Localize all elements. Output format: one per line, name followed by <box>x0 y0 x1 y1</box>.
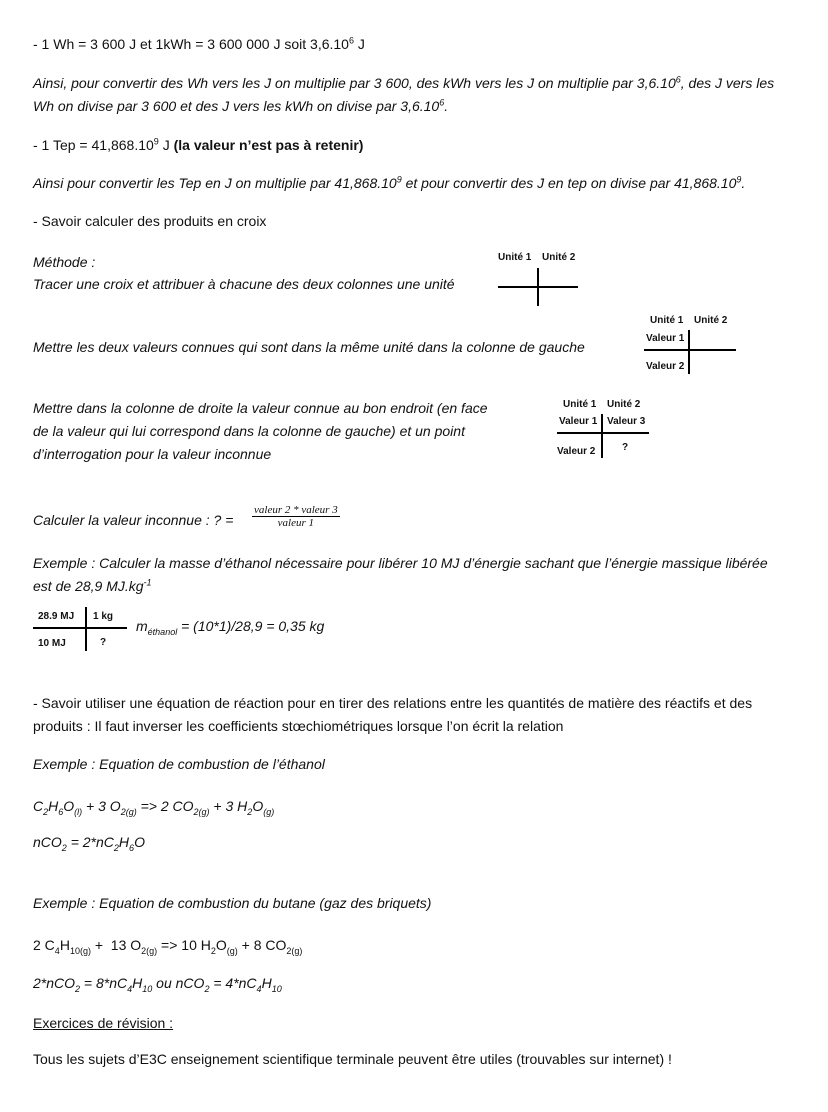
explanation-text-end: . <box>741 175 746 191</box>
mass-calc: = (10*1)/28,9 = 0,35 kg <box>177 618 325 634</box>
reaction-heading-line-2: produits : Il faut inverser les coefficients stœchiométriques lorsque l’on écrit la relation <box>33 718 564 734</box>
tep-text: - 1 Tep = 41,868.10 <box>33 137 154 153</box>
butane-equation: 2 $C_4H_{10(g)} + 13$ $O_{2(g)} => 10$ $H_2O_{(g)} + 8$ $CO_{2(g)}$ <box>33 937 303 956</box>
exponent: 6 <box>348 35 354 46</box>
table-value-2: Valeur 2 <box>646 361 685 372</box>
wh-conversion-explanation-1 <box>33 73 774 93</box>
example-butane-heading: Exemple : Equation de combustion du butane (gaz des briquets) <box>33 895 432 911</box>
table-value-1: Valeur 1 <box>646 333 685 344</box>
unit-text: J <box>158 137 174 153</box>
table-value-3: Valeur 3 <box>607 416 646 427</box>
cross-vertical-line <box>85 607 87 651</box>
explanation-text: Ainsi pour convertir les Tep en J on multiplie par 41,868.10 <box>33 175 397 191</box>
formula-numerator: valeur 2 * valeur 3 <box>254 504 338 516</box>
tep-conversion-explanation <box>33 173 745 193</box>
method-label: Méthode : <box>33 254 96 270</box>
method-step-2: Mettre les deux valeurs connues qui sont dans la même unité dans la colonne de gauche <box>33 339 585 355</box>
cross-vertical-line <box>601 414 603 458</box>
subscript: éthanol <box>147 626 178 637</box>
method-step-1: Tracer une croix et attribuer à chacune des deux colonnes une unité <box>33 276 455 292</box>
revision-note: Tous les sujets d’E3C enseignement scientifique terminale peuvent être utiles (trouvables sur internet) ! <box>33 1051 672 1067</box>
formula-denominator: valeur 1 <box>277 517 315 529</box>
cross-horizontal-line <box>644 349 736 351</box>
explanation-text-mid: et pour convertir des J en tep on divise par 41,868.10 <box>401 175 737 191</box>
table-header-unit1: Unité 1 <box>563 399 597 410</box>
table-header-unit1: Unité 1 <box>650 315 684 326</box>
example-value-bl: 10 MJ <box>38 638 66 649</box>
unit-text: J <box>353 36 365 52</box>
method-step-3-line-1: Mettre dans la colonne de droite la valeur connue au bon endroit (en face <box>33 400 488 416</box>
wh-conversion-line <box>33 34 365 54</box>
exponent: 6 <box>675 74 681 85</box>
cross-product-heading: - Savoir calculer des produits en croix <box>33 213 267 229</box>
cross-horizontal-line <box>557 432 649 434</box>
reaction-heading-line-1: - Savoir utiliser une équation de réaction pour en tirer des relations entre les quantités de matière des réactifs et des <box>33 695 753 711</box>
cross-horizontal-line <box>498 286 578 288</box>
example-value-br: ? <box>100 637 107 648</box>
table-value-2: Valeur 2 <box>557 446 596 457</box>
explanation-text: Wh on divise par 3 600 et des J vers les kWh on divise par 3,6.10 <box>33 98 440 114</box>
exponent: 6 <box>439 97 445 108</box>
table-value-1: Valeur 1 <box>559 416 598 427</box>
method-step-3-line-2: de la valeur qui lui correspond dans la colonne de gauche) et un point <box>33 423 465 439</box>
wh-conversion-explanation-2 <box>33 96 448 116</box>
table-header-unit2: Unité 2 <box>542 252 576 263</box>
example-ethanol-heading: Exemple : Equation de combustion de l’éthanol <box>33 756 325 772</box>
ethanol-mass-result <box>136 616 324 636</box>
table-header-unit2: Unité 2 <box>607 399 641 410</box>
revision-exercises-heading: Exercices de révision : <box>33 1015 174 1031</box>
example-energy-line-2 <box>33 576 152 596</box>
mass-symbol: m <box>136 618 148 634</box>
exponent: 9 <box>396 174 402 185</box>
exponent: 9 <box>153 136 159 147</box>
explanation-text-end: , des J vers les <box>680 75 775 91</box>
exponent: -1 <box>143 577 152 588</box>
tep-conversion-line <box>33 135 363 155</box>
explanation-text: Ainsi, pour convertir des Wh vers les J on multiplie par 3 600, des kWh vers les J on multiplie par 3,6.10 <box>33 75 676 91</box>
explanation-text-end: . <box>444 98 449 114</box>
method-step-3-line-3: d’interrogation pour la valeur inconnue <box>33 446 272 462</box>
exponent: 9 <box>736 174 742 185</box>
ethanol-relation: $nCO_2 = 2*nC_2H_6O$ <box>33 834 145 853</box>
cross-horizontal-line <box>33 627 127 629</box>
table-header-unit1: Unité 1 <box>498 252 532 263</box>
example-energy-line-1: Exemple : Calculer la masse d’éthanol nécessaire pour libérer 10 MJ d’énergie sachant que l’énergie massique libérée <box>33 555 768 571</box>
butane-relation: $2*nCO_2 = 8*nC_4H_{10}$ ou $nCO_2 = 4*nC_4H_{10}$ <box>33 975 282 994</box>
example-value-tr: 1 kg <box>93 611 114 622</box>
example-value-tl: 28.9 MJ <box>38 611 75 622</box>
cross-product-formula <box>252 504 340 529</box>
example-text: est de 28,9 MJ.kg <box>33 578 144 594</box>
method-step-4: Calculer la valeur inconnue : ? = <box>33 512 234 528</box>
cross-vertical-line <box>688 330 690 374</box>
table-header-unit2: Unité 2 <box>694 315 728 326</box>
tep-note: (la valeur n’est pas à retenir) <box>173 137 364 153</box>
wh-conversion-text: - 1 Wh = 3 600 J et 1kWh = 3 600 000 J soit 3,6.10 <box>33 36 349 52</box>
ethanol-equation: $C_2H_6O_{(l)} + 3$ $O_{2(g)} => 2$ $CO_{2(g)} + 3$ $H_2O_{(g)}$ <box>33 798 275 817</box>
table-unknown: ? <box>622 442 629 453</box>
